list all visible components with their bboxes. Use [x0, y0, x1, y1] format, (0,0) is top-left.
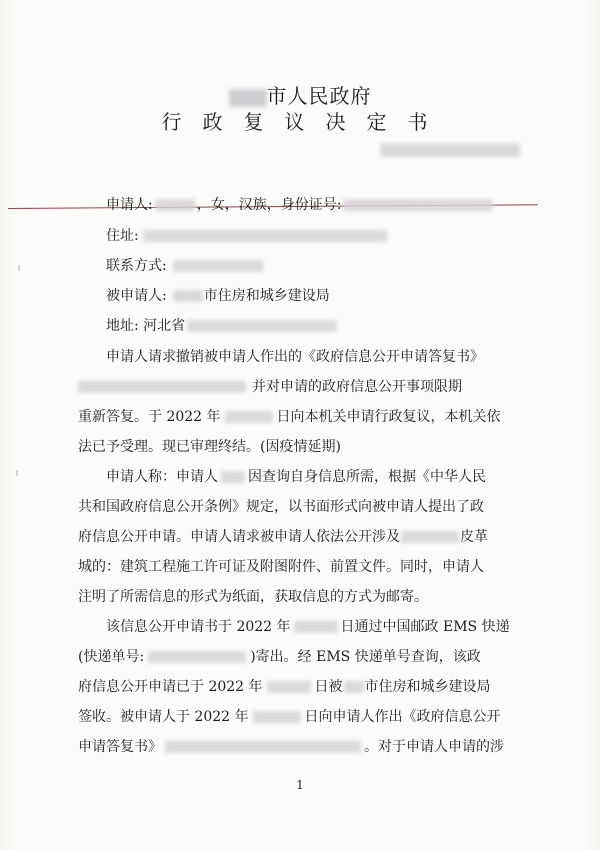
p1-line-1: 申请人请求撤销被申请人作出的《政府信息公开申请答复书》	[106, 349, 484, 365]
document-title	[0, 80, 600, 109]
p2-line-1: 申请人称：申请人 因查询自身信息所需，根据《中华人民	[106, 469, 486, 485]
p2-line-3: 府信息公开申请。申请人请求被申请人依法公开涉及 皮革	[78, 529, 488, 545]
redacted-reply-date	[253, 711, 301, 723]
title-suffix: 市人民政府	[266, 84, 372, 108]
redacted-city-2	[344, 681, 364, 693]
p3-line-2: (快递单号: )寄出。经 EMS 快递单号查询，该政	[78, 649, 481, 665]
respondent-address-prefix: 河北省	[143, 318, 186, 334]
respondent-address-label: 地址:	[106, 318, 139, 334]
redacted-applicant-name	[155, 199, 195, 211]
applicant-line	[106, 196, 493, 214]
respondent-name: 市住房和城乡建设局	[203, 288, 330, 304]
redacted-receipt-date	[267, 681, 311, 693]
redacted-respondent-address	[187, 320, 337, 332]
respondent-line	[106, 287, 330, 305]
scan-speck	[18, 265, 20, 271]
respondent-label: 被申请人:	[106, 288, 167, 304]
p1-line-2: 并对申请的政府信息公开事项限期	[78, 378, 462, 396]
redacted-reply-number-2	[165, 741, 361, 753]
applicant-label: 申请人:	[106, 197, 153, 213]
redacted-respondent-city	[173, 290, 203, 302]
redacted-contact	[173, 260, 263, 272]
p3-line-4: 签收。被申请人于 2022 年 日向申请人作出《政府信息公开	[78, 709, 501, 725]
redacted-applicant-name-2	[221, 471, 245, 483]
p3-line-5: 申请答复书》 。对于申请人申请的涉	[78, 739, 504, 755]
address-line	[106, 227, 387, 245]
p3-line-1: 该信息公开申请书于 2022 年 日通过中国邮政 EMS 快递	[106, 619, 510, 635]
redacted-project-name	[401, 531, 459, 543]
contact-label: 联系方式:	[106, 258, 167, 274]
p3-line-3: 府信息公开申请已于 2022 年 日被 市住房和城乡建设局	[78, 679, 491, 695]
p1-line-3: 重新答复。于 2022 年 日向本机关申请行政复议，本机关依	[78, 409, 501, 425]
applicant-info: ，女，汉族，身份证号:	[196, 197, 342, 213]
redacted-tracking-number	[148, 651, 246, 663]
respondent-address-line	[106, 317, 337, 335]
redacted-date	[225, 411, 273, 423]
redacted-city-name	[229, 89, 267, 107]
redacted-address	[143, 230, 387, 242]
scan-speck	[16, 470, 18, 476]
p1-line-4: 法已予受理。现已审理终结。(因疫情延期)	[78, 439, 341, 455]
contact-line	[106, 257, 263, 275]
p2-line-4: 城的：建筑工程施工许可证及附图附件、前置文件。同时，申请人	[78, 559, 484, 575]
redacted-id-number	[343, 199, 493, 211]
redacted-document-number	[380, 143, 520, 157]
redacted-reply-number	[78, 381, 246, 393]
p2-line-5: 注明了所需信息的形式为纸面，获取信息的方式为邮寄。	[78, 589, 428, 605]
p2-line-2: 共和国政府信息公开条例》规定，以书面形式向被申请人提出了政	[78, 499, 484, 515]
document-subtitle: 行政复议决定书	[161, 110, 449, 134]
redacted-mail-date	[294, 621, 338, 633]
page-number: 1	[296, 778, 304, 792]
address-label: 住址:	[106, 228, 139, 244]
